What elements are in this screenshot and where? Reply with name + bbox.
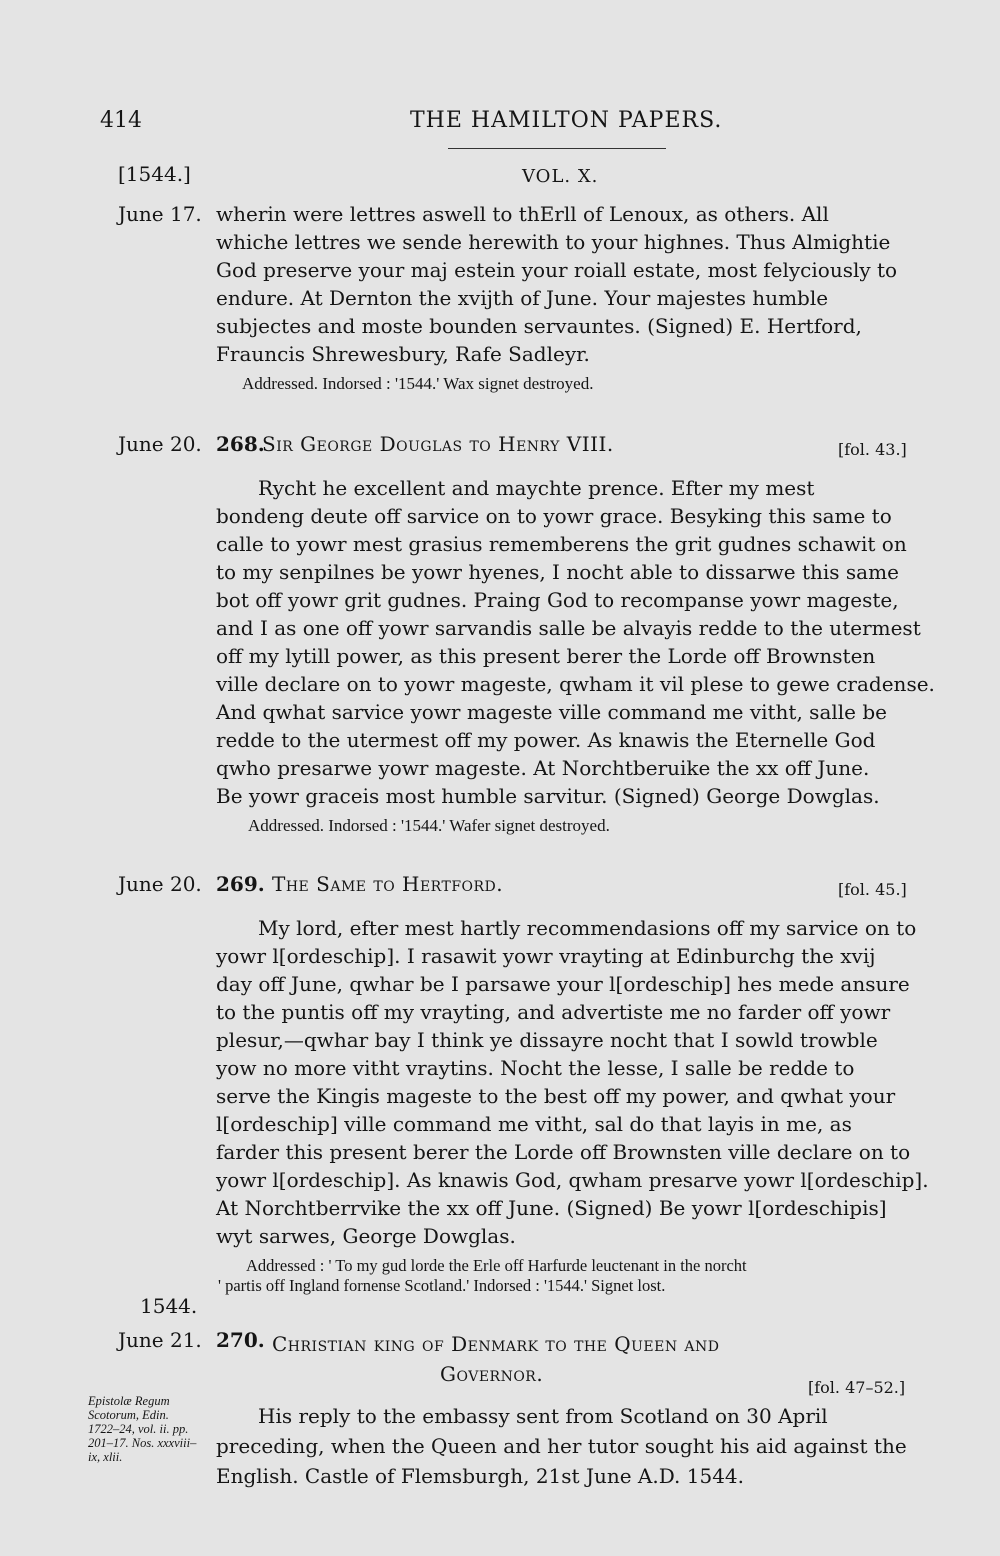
entry-note: Addressed. Indorsed : '1544.' Wax signet destroyed.	[242, 374, 594, 393]
text-line: endure. At Dernton the xvijth of June. Your majestes humble	[216, 286, 829, 310]
entry-269-folio: [fol. 45.]	[838, 880, 907, 899]
entry-268-number: 268.	[216, 432, 265, 456]
text-line: plesur,—qwhar bay I think ye dissayre nocht that I sowld trowble	[216, 1028, 878, 1052]
entry-268-date: June 20.	[118, 432, 202, 456]
text-line: My lord, efter mest hartly recommendasions off my sarvice on to	[258, 916, 917, 940]
text-line: English. Castle of Flemsburgh, 21st June A.D. 1544.	[216, 1464, 745, 1488]
text-line: Frauncis Shrewesbury, Rafe Sadleyr.	[216, 342, 590, 366]
page-number: 414	[100, 108, 142, 133]
entry-270-number: 270.	[216, 1328, 265, 1352]
text-line: Be yowr graceis most humble sarvitur. (Signed) George Dowglas.	[216, 784, 880, 808]
text-line: bot off yowr grit gudnes. Praing God to recompanse yowr mageste,	[216, 588, 899, 612]
text-line: redde to the utermest off my power. As knawis the Eternelle God	[216, 728, 876, 752]
text-line: to the puntis off my vrayting, and advertiste me no farder off yowr	[216, 1000, 891, 1024]
entry-269-note-line: Addressed : ' To my gud lorde the Erle off Harfurde leuctenant in the norcht	[246, 1256, 747, 1275]
entry-270-title-line1: Christian king of Denmark to the Queen and	[272, 1332, 720, 1356]
text-line: At Norchtberrvike the xx off June. (Signed) Be yowr l[ordeschipis]	[216, 1196, 887, 1220]
entry-268-folio: [fol. 43.]	[838, 440, 907, 459]
entry-269-title: The Same to Hertford.	[272, 872, 504, 896]
entry-269-date: June 20.	[118, 872, 202, 896]
text-line: God preserve your maj estein your roiall estate, most felyciously to	[216, 258, 898, 282]
entry-268-note: Addressed. Indorsed : '1544.' Wafer signet destroyed.	[248, 816, 610, 835]
text-line: Rycht he excellent and maychte prence. Efter my mest	[258, 476, 815, 500]
entry-date: June 17.	[118, 202, 202, 226]
text-line: qwho presarwe yowr mageste. At Norchtberuike the xx off June.	[216, 756, 870, 780]
text-line: l[ordeschip] ville command me vitht, sal do that layis in me, as	[216, 1112, 852, 1136]
text-line: yowr l[ordeschip]. I rasawit yowr vrayting at Edinburchg the xvij	[216, 944, 876, 968]
running-title: THE HAMILTON PAPERS.	[410, 108, 723, 133]
volume-label: VOL. X.	[522, 166, 599, 187]
entry-270-title-line2: Governor.	[440, 1362, 544, 1386]
text-line: wherin were lettres aswell to thErll of Lenoux, as others. All	[216, 202, 829, 226]
year-label: [1544.]	[118, 162, 191, 186]
text-line: yowr l[ordeschip]. As knawis God, qwham presarve yowr l[ordeschip].	[216, 1168, 929, 1192]
text-line: His reply to the embassy sent from Scotland on 30 April	[258, 1404, 828, 1428]
text-line: bondeng deute off sarvice on to yowr grace. Besyking this same to	[216, 504, 892, 528]
text-line: yow no more vitht vraytins. Nocht the lesse, I salle be redde to	[216, 1056, 855, 1080]
entry-270-folio: [fol. 47–52.]	[808, 1378, 906, 1397]
text-line: subjectes and moste bounden servauntes. (Signed) E. Hertford,	[216, 314, 862, 338]
text-line: off my lytill power, as this present berer the Lorde off Brownsten	[216, 644, 876, 668]
margin-note: Epistolæ Regum Scotorum, Edin. 1722–24, vol. ii. pp. 201–17. Nos. xxxviii–ix, xlii.	[88, 1394, 197, 1464]
entry-270-date: June 21.	[118, 1328, 202, 1352]
text-line: to my senpilnes be yowr hyenes, I nocht able to dissarwe this same	[216, 560, 899, 584]
text-line: calle to yowr mest grasius rememberens the grit gudnes schawit on	[216, 532, 907, 556]
text-line: day off June, qwhar be I parsawe your l[ordeschip] hes mede ansure	[216, 972, 910, 996]
text-line: and I as one off yowr sarvandis salle be alvayis redde to the utermest	[216, 616, 921, 640]
text-line: whiche lettres we sende herewith to your highnes. Thus Almightie	[216, 230, 891, 254]
header-rule	[448, 148, 666, 149]
text-line: And qwhat sarvice yowr mageste ville command me vitht, salle be	[216, 700, 887, 724]
entry-269-note-line: ' partis off Ingland fornense Scotland.' Indorsed : '1544.' Signet lost.	[218, 1276, 666, 1295]
entry-269-number: 269.	[216, 872, 265, 896]
text-line: ville declare on to yowr mageste, qwham it vil plese to gewe cradense.	[216, 672, 935, 696]
entry-268-title: Sir George Douglas to Henry VIII.	[262, 432, 614, 456]
text-line: preceding, when the Queen and her tutor sought his aid against the	[216, 1434, 907, 1458]
text-line: wyt sarwes, George Dowglas.	[216, 1224, 516, 1248]
text-line: farder this present berer the Lorde off Brownsten ville declare on to	[216, 1140, 911, 1164]
text-line: serve the Kingis mageste to the best off my power, and qwhat your	[216, 1084, 896, 1108]
entry-270-year: 1544.	[140, 1294, 198, 1318]
